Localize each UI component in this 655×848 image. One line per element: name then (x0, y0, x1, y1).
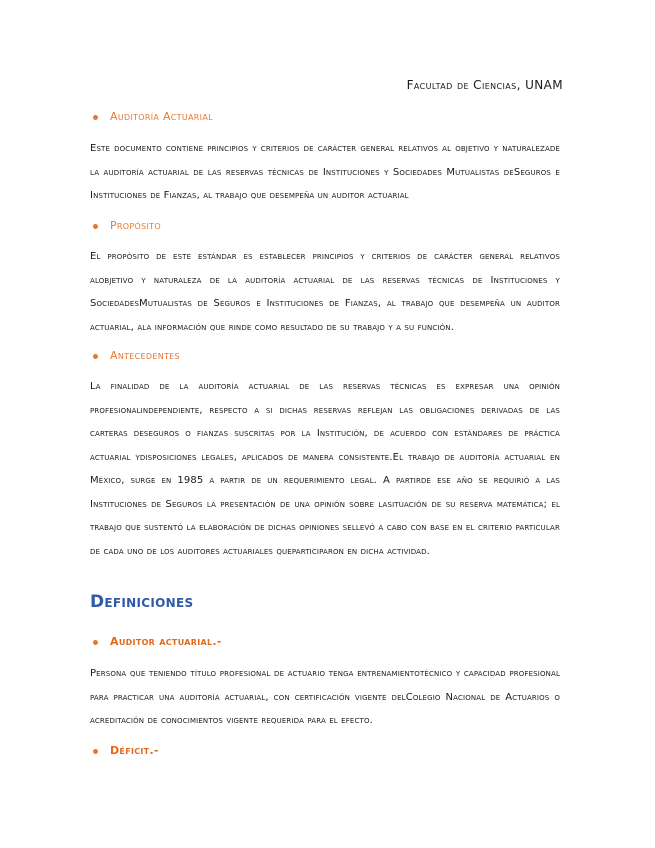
definition-title-deficit: Déficit.- (110, 744, 159, 757)
section-title-antecedentes: Antecedentes (110, 349, 180, 362)
definiciones-heading: Definiciones (90, 592, 194, 612)
definition-auditor-text: Persona que teniendo título profesional de actuario tenga entrenamientotécnico y capacidad profesional para practicar una auditoría actuarial, con certificación vigente delColegio Nacional de Actuarios o acreditación de conocimientos vigente requerida para el efecto. (90, 668, 560, 726)
page-header: Facultad de Ciencias, UNAM (406, 78, 563, 92)
section-title-proposito: Propósito (110, 219, 161, 232)
paragraph-auditoria: Este documento contiene principios y criterios de carácter general relativos al objetivo y naturalezade la auditoría actuarial de las reservas técnicas de Instituciones y Sociedades Mutualistas deSeguros e Instituciones de Fianzas, al trabajo que desempeña un auditor actuarial (90, 143, 560, 201)
definition-title-auditor: Auditor actuarial.- (110, 635, 222, 648)
section-title-auditoria: Auditoría Actuarial (110, 110, 213, 123)
paragraph-antecedentes: La finalidad de la auditoría actuarial de las reservas técnicas es expresar una opinión profesionalindependiente, respecto a si dichas reservas reflejan las obligaciones derivadas de las carteras deseguros o fianzas suscritas por la Institución, de acuerdo con estándares de práctica actuarial ydisposiciones legales, aplicados de manera consistente.El trabajo de auditoría actuarial en México, surge en 1985 a partir de un requerimiento legal. A partirde ese año se requirió a las Instituciones de Seguros la presentación de una opinión sobre lasituación de su reserva matemática; el trabajo que sustentó la elaboración de dichas opiniones sellevó a cabo con base en el criterio particular de cada uno de los auditores actuariales queparticiparon en dicha actividad. (90, 381, 560, 557)
paragraph-proposito: El propósito de este estándar es establecer principios y criterios de carácter general relativos alobjetivo y naturaleza de la auditoría actuarial de las reservas técnicas de Instituciones y SociedadesMutualistas de Seguros e Instituciones de Fianzas, al trabajo que desempeña un auditor actuarial, ala información que rinde como resultado de su trabajo y a su función. (90, 251, 560, 333)
